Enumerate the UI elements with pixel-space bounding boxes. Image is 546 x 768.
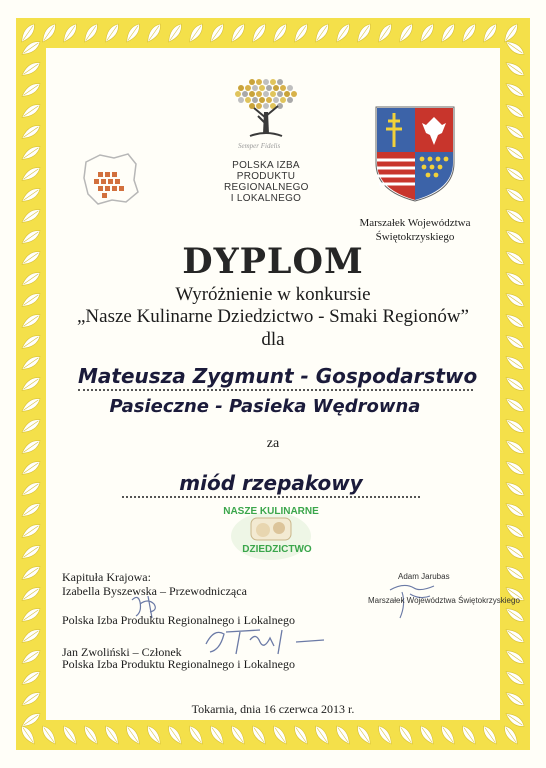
tree-leaf-dot	[242, 91, 248, 97]
stamp-title: Marszałek Województwa Świętokrzyskiego	[368, 596, 520, 605]
tree-leaf-dot	[245, 97, 251, 103]
tree-leaf-dot	[266, 85, 272, 91]
recipient-line-1: Mateusza Zygmunt - Gospodarstwo	[78, 364, 473, 391]
coat-star	[438, 165, 443, 170]
pizrl-logo-text	[224, 160, 308, 204]
pizrl-line-4: I LOKALNEGO	[230, 193, 302, 204]
pizrl-line-1: POLSKA IZBA	[232, 160, 300, 171]
stamp-name: Adam Jarubas	[398, 572, 450, 581]
coat-star	[426, 173, 431, 178]
tree-leaf-dot	[235, 91, 241, 97]
pizrl-line-3: REGIONALNEGO	[224, 182, 309, 193]
tree-leaf-dot	[287, 97, 293, 103]
tree-leaf-dot	[252, 97, 258, 103]
tree-leaf-dot	[284, 91, 290, 97]
recipient-line-2: Pasieczne - Pasieka Wędrowna	[109, 396, 421, 417]
member-signature-scribble	[200, 624, 330, 658]
tree-leaf-dot	[263, 103, 269, 109]
tree-leaf-dot	[245, 85, 251, 91]
for-word: dla	[261, 329, 285, 350]
za-word: za	[266, 436, 280, 451]
chair-organization: Polska Izba Produktu Regionalnego i Lokalnego	[62, 613, 295, 627]
tree-leaf-dot	[259, 97, 265, 103]
logo-tagline: Semper Fidelis	[238, 142, 281, 150]
place-and-date: Tokarnia, dnia 16 czerwca 2013 r.	[191, 702, 355, 716]
tree-leaf-dot	[280, 85, 286, 91]
member-signature-name: Jan Zwoliński – Członek	[62, 645, 182, 659]
badge-line-1: NASZE KULINARNE	[223, 506, 319, 517]
marszalek-label	[340, 216, 490, 244]
tree-leaf-dot	[291, 91, 297, 97]
tree-leaf-dot	[249, 79, 255, 85]
coat-star	[430, 165, 435, 170]
tree-leaf-dot	[238, 97, 244, 103]
marszalek-line-1: Marszałek Województwa	[359, 217, 471, 229]
tree-leaf-dot	[249, 91, 255, 97]
coat-star	[434, 173, 439, 178]
tree-leaf-dot	[256, 79, 262, 85]
tree-leaf-dot	[252, 85, 258, 91]
coat-star	[428, 157, 433, 162]
badge-line-2: DZIEDZICTWO	[242, 544, 312, 555]
marszalek-line-2: Świętokrzyskiego	[375, 231, 455, 243]
pizrl-line-2: PRODUKTU	[236, 171, 296, 182]
coat-star	[444, 157, 449, 162]
tree-leaf-dot	[263, 79, 269, 85]
tree-leaf-dot	[259, 85, 265, 91]
coat-of-arms-icon	[374, 105, 456, 203]
kapitula-header: Kapituła Krajowa:	[62, 570, 151, 584]
product-name: miód rzepakowy	[122, 471, 420, 498]
coat-star	[422, 165, 427, 170]
tree-leaf-dot	[256, 103, 262, 109]
tree-leaf-dot	[256, 91, 262, 97]
tree-leaf-dot	[266, 97, 272, 103]
tree-leaf-dot	[270, 91, 276, 97]
coat-star	[436, 157, 441, 162]
coat-star	[420, 157, 425, 162]
tree-leaf-dot	[273, 85, 279, 91]
tree-leaf-dot	[238, 85, 244, 91]
tree-leaf-dot	[263, 91, 269, 97]
subtitle: Wyróżnienie w konkursie	[175, 284, 371, 305]
diploma-title: DYPLOM	[182, 241, 364, 282]
member-organization: Polska Izba Produktu Regionalnego i Lokalnego	[62, 657, 295, 671]
tree-logo-icon	[228, 74, 304, 142]
chair-signature-name: Izabella Byszewska – Przewodnicząca	[62, 584, 247, 598]
tree-leaf-dot	[277, 91, 283, 97]
tree-leaf-dot	[273, 97, 279, 103]
tree-leaf-dot	[280, 97, 286, 103]
contest-name: „Nasze Kulinarne Dziedzictwo - Smaki Regionów”	[76, 306, 469, 327]
tree-leaf-dot	[277, 79, 283, 85]
tree-leaf-dot	[287, 85, 293, 91]
nasze-kulinarne-badge	[207, 500, 335, 570]
tree-leaf-dot	[270, 79, 276, 85]
poland-map-logo	[80, 150, 142, 208]
